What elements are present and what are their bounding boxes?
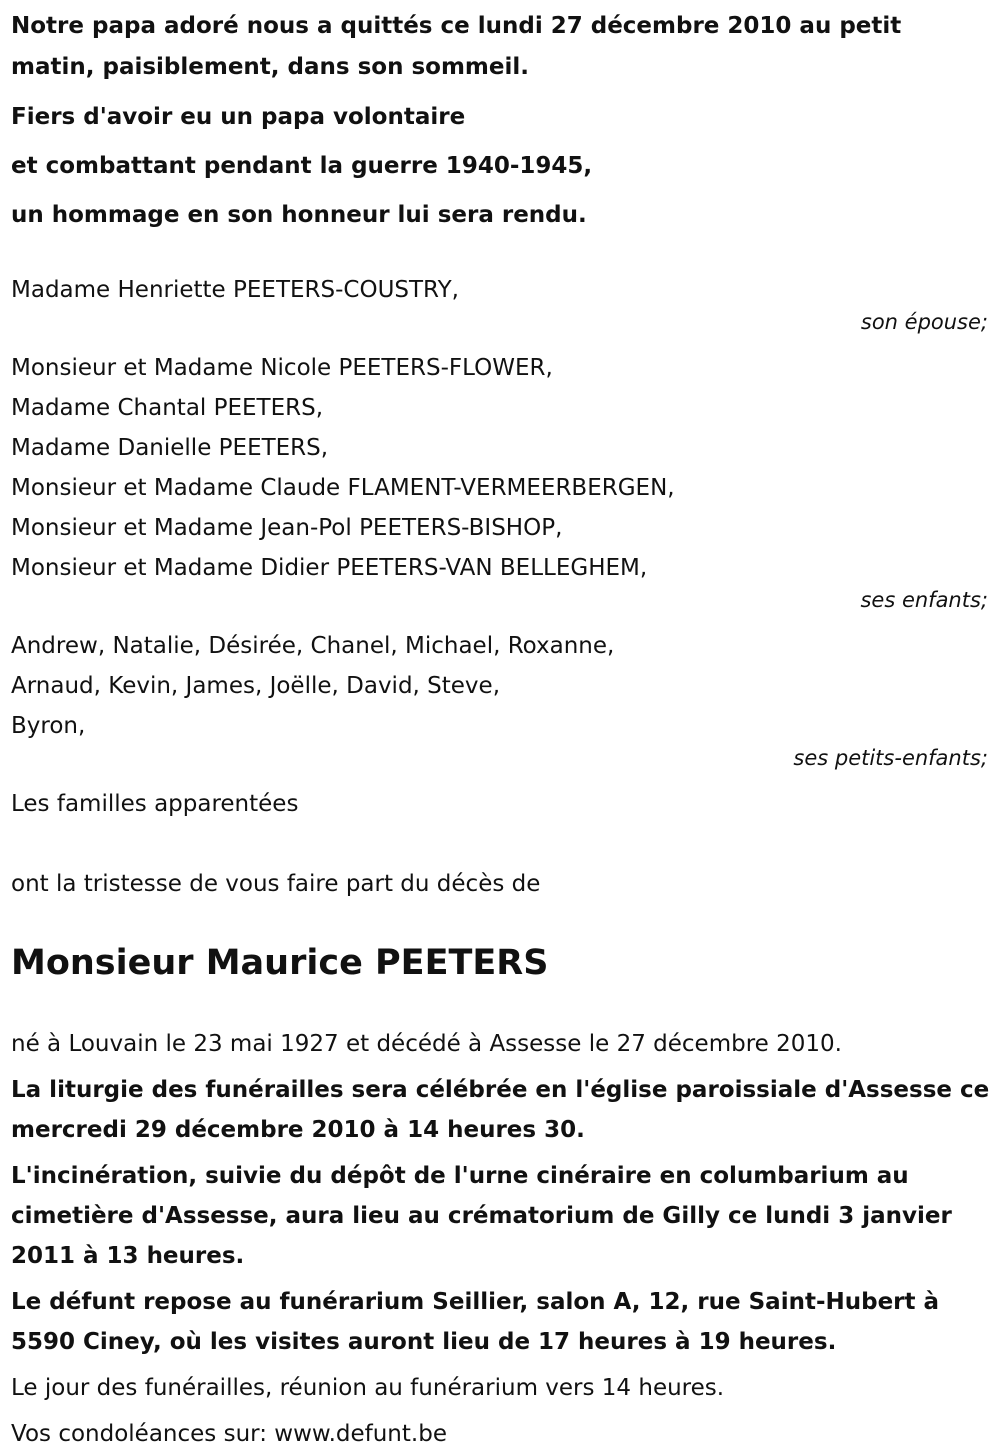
- spouse-role: son épouse;: [860, 310, 988, 334]
- grandchildren-entry: Andrew, Natalie, Désirée, Chanel, Michael, Roxanne,: [11, 633, 615, 659]
- child-entry: Monsieur et Madame Jean-Pol PEETERS-BISHOP,: [11, 515, 563, 541]
- grandchildren-section: [11, 626, 990, 770]
- grandchildren-entry: Byron,: [11, 713, 86, 739]
- liturgy-paragraph: La liturgie des funérailles sera célébrée en l'église paroissiale d'Assesse ce mercredi 29 décembre 2010 à 14 heures 30.: [11, 1077, 990, 1143]
- repose-paragraph: Le défunt repose au funérarium Seillier, salon A, 12, rue Saint-Hubert à 5590 Ciney, où les visites auront lieu de 17 heures à 19 heures.: [11, 1289, 940, 1355]
- child-entry: Monsieur et Madame Didier PEETERS-VAN BELLEGHEM,: [11, 555, 648, 581]
- announcement-line: ont la tristesse de vous faire part du décès de: [11, 871, 541, 897]
- children-section: [11, 348, 990, 612]
- spouse-name: Madame Henriette PEETERS-COUSTRY,: [11, 277, 459, 303]
- spouse-section: [11, 270, 990, 334]
- deceased-name: Monsieur Maurice PEETERS: [11, 943, 549, 983]
- cremation-paragraph: L'incinération, suivie du dépôt de l'urne cinéraire en columbarium au cimetière d'Assesse, aura lieu au crématorium de Gilly ce lundi 3 janvier 2011 à 13 heures.: [11, 1163, 952, 1269]
- grandchildren-entry: Arnaud, Kevin, James, Joëlle, David, Steve,: [11, 673, 501, 699]
- meeting-line: Le jour des funérailles, réunion au funérarium vers 14 heures.: [11, 1375, 725, 1401]
- children-role: ses enfants;: [860, 588, 988, 612]
- intro-line-3: et combattant pendant la guerre 1940-1945,: [11, 153, 593, 179]
- condolences-line: Vos condoléances sur: www.defunt.be: [11, 1421, 447, 1447]
- child-entry: Monsieur et Madame Nicole PEETERS-FLOWER,: [11, 355, 553, 381]
- child-entry: Monsieur et Madame Claude FLAMENT-VERMEERBERGEN,: [11, 475, 675, 501]
- intro-line-1: Notre papa adoré nous a quittés ce lundi 27 décembre 2010 au petit matin, paisiblement, dans son sommeil.: [11, 13, 902, 80]
- intro-line-4: un hommage en son honneur lui sera rendu.: [11, 202, 587, 228]
- intro-section: [11, 6, 990, 235]
- birth-death-line: né à Louvain le 23 mai 1927 et décédé à Assesse le 27 décembre 2010.: [11, 1031, 842, 1057]
- families-line: Les familles apparentées: [11, 791, 299, 817]
- grandchildren-role: ses petits-enfants;: [793, 746, 988, 770]
- child-entry: Madame Danielle PEETERS,: [11, 435, 329, 461]
- child-entry: Madame Chantal PEETERS,: [11, 395, 324, 421]
- intro-line-2: Fiers d'avoir eu un papa volontaire: [11, 104, 466, 130]
